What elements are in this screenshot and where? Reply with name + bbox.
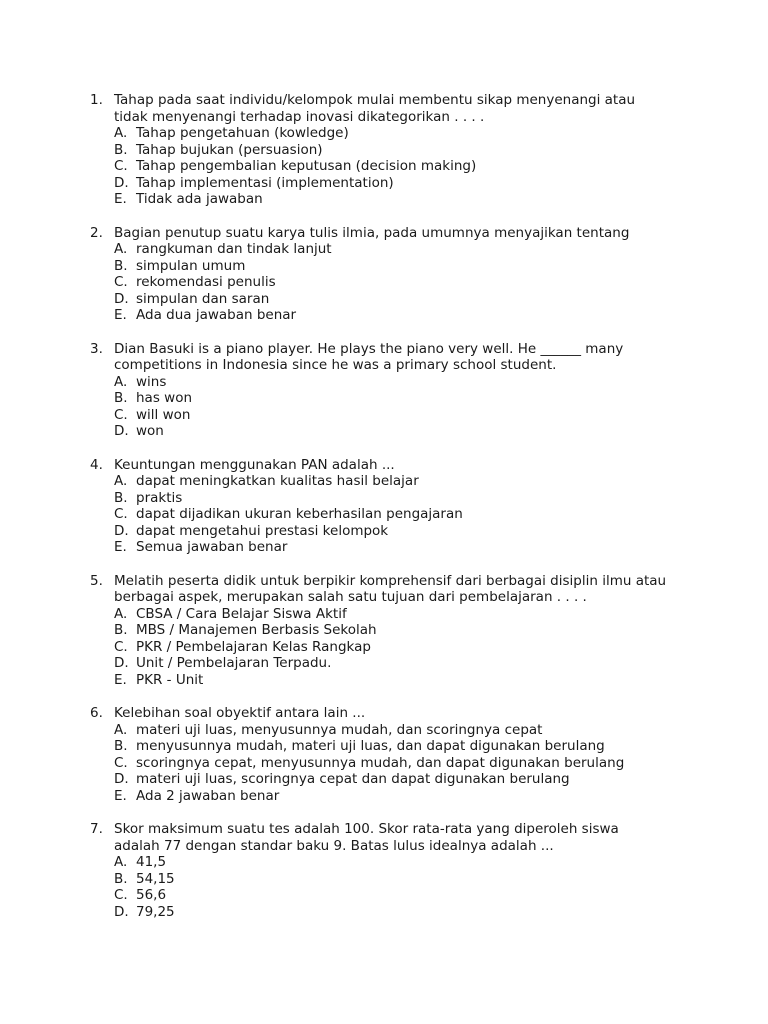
question-text (114, 341, 674, 374)
question-item (0, 92, 768, 208)
option-text: dapat dijadikan ukuran keberhasilan pengajaran (136, 506, 463, 522)
answer-option (0, 125, 768, 142)
question-text (114, 457, 674, 474)
question-item (0, 225, 768, 324)
question-item (0, 573, 768, 689)
question-text-line: Bagian penutup suatu karya tulis ilmia, pada umumnya menyajikan tentang (114, 224, 630, 241)
question-text (114, 573, 674, 606)
option-letter: C. (114, 274, 128, 290)
option-text: simpulan umum (136, 257, 246, 274)
option-text: materi uji luas, scoringnya cepat dan dapat digunakan berulang (136, 771, 570, 787)
answer-options (0, 125, 768, 208)
answer-option (0, 606, 768, 623)
option-text: Tahap pengetahuan (kowledge) (136, 125, 349, 141)
option-text: Ada dua jawaban benar (136, 307, 297, 323)
option-letter: D. (114, 174, 129, 191)
option-text: 41,5 (136, 854, 167, 870)
answer-option (0, 191, 768, 208)
answer-option (0, 274, 768, 291)
question-number: 5. (90, 572, 103, 589)
question-number: 3. (90, 340, 103, 357)
question-text (114, 92, 674, 125)
option-letter: E. (114, 787, 127, 804)
option-text: menyusunnya mudah, materi uji luas, dan dapat digunakan berulang (136, 738, 605, 754)
answer-option (0, 722, 768, 739)
answer-options (0, 241, 768, 324)
option-text: CBSA / Cara Belajar Siswa Aktif (136, 605, 347, 622)
question-text-line: Skor maksimum suatu tes adalah 100. Skor rata-rata yang diperoleh siswa (114, 821, 619, 837)
question-item (0, 341, 768, 440)
option-text: Tahap pengembalian keputusan (decision making) (136, 158, 477, 174)
option-text: simpulan dan saran (136, 290, 270, 307)
option-text: Tahap bujukan (persuasion) (136, 141, 323, 158)
answer-option (0, 506, 768, 523)
option-text: Semua jawaban benar (136, 539, 288, 555)
answer-option (0, 622, 768, 639)
answer-options (0, 606, 768, 689)
answer-options (0, 374, 768, 440)
question-item (0, 457, 768, 556)
answer-option (0, 771, 768, 788)
answer-option (0, 655, 768, 672)
option-letter: D. (114, 903, 129, 920)
option-text: materi uji luas, menyusunnya mudah, dan scoringnya cepat (136, 721, 543, 738)
question-number: 7. (90, 821, 103, 837)
answer-option (0, 291, 768, 308)
option-letter: B. (114, 870, 128, 887)
question-number: 2. (90, 224, 103, 241)
option-letter: E. (114, 191, 127, 207)
option-letter: B. (114, 738, 128, 754)
option-text: rangkuman dan tindak lanjut (136, 241, 332, 257)
option-letter: C. (114, 158, 128, 174)
answer-option (0, 390, 768, 407)
question-text (114, 705, 674, 722)
option-letter: A. (114, 373, 128, 390)
question-text-line: Tahap pada saat individu/kelompok mulai membentu sikap menyenangi atau (114, 92, 636, 108)
answer-options (0, 722, 768, 805)
question-text-line: Kelebihan soal obyektif antara lain ... (114, 705, 366, 721)
option-text: 79,25 (136, 903, 175, 920)
option-letter: E. (114, 671, 127, 688)
answer-option (0, 788, 768, 805)
answer-option (0, 887, 768, 904)
answer-option (0, 473, 768, 490)
option-letter: C. (114, 506, 128, 522)
answer-option (0, 755, 768, 772)
question-sheet (0, 92, 768, 937)
answer-option (0, 738, 768, 755)
option-letter: C. (114, 754, 128, 771)
question-text-line: berbagai aspek, merupakan salah satu tujuan dari pembelajaran . . . . (114, 589, 587, 605)
option-letter: D. (114, 423, 129, 439)
option-letter: A. (114, 605, 128, 622)
option-letter: B. (114, 257, 128, 274)
answer-option (0, 904, 768, 921)
question-number: 6. (90, 705, 103, 721)
question-text-line: Dian Basuki is a piano player. He plays the piano very well. He ______ many (114, 340, 624, 357)
option-letter: B. (114, 489, 128, 506)
option-text: scoringnya cepat, menyusunnya mudah, dan dapat digunakan berulang (136, 754, 625, 771)
answer-option (0, 639, 768, 656)
option-letter: E. (114, 539, 127, 555)
option-letter: C. (114, 638, 128, 655)
answer-options (0, 473, 768, 556)
option-letter: B. (114, 390, 128, 406)
answer-option (0, 142, 768, 159)
option-letter: E. (114, 307, 127, 323)
option-text: Tahap implementasi (implementation) (136, 174, 394, 191)
question-text-line: Melatih peserta didik untuk berpikir komprehensif dari berbagai disiplin ilmu atau (114, 572, 667, 589)
option-text: has won (136, 390, 193, 406)
option-letter: D. (114, 522, 129, 539)
option-letter: D. (114, 655, 129, 671)
answer-option (0, 523, 768, 540)
option-text: rekomendasi penulis (136, 274, 276, 290)
option-letter: C. (114, 887, 128, 903)
option-letter: A. (114, 125, 128, 141)
question-text (114, 225, 674, 242)
option-text: dapat mengetahui prestasi kelompok (136, 522, 389, 539)
answer-option (0, 307, 768, 324)
question-number: 1. (90, 92, 103, 108)
option-text: MBS / Manajemen Berbasis Sekolah (136, 622, 377, 638)
option-text: 56,6 (136, 887, 167, 903)
option-text: PKR - Unit (136, 671, 204, 688)
answer-option (0, 490, 768, 507)
option-letter: B. (114, 622, 128, 638)
option-letter: A. (114, 473, 128, 489)
question-item (0, 821, 768, 920)
option-letter: A. (114, 721, 128, 738)
answer-option (0, 423, 768, 440)
option-text: PKR / Pembelajaran Kelas Rangkap (136, 638, 371, 655)
answer-option (0, 158, 768, 175)
option-text: praktis (136, 489, 183, 506)
option-text: Unit / Pembelajaran Terpadu. (136, 655, 332, 671)
answer-option (0, 241, 768, 258)
answer-options (0, 854, 768, 920)
option-text: wins (136, 373, 167, 390)
option-text: Ada 2 jawaban benar (136, 787, 280, 804)
question-text-line: tidak menyenangi terhadap inovasi dikategorikan . . . . (114, 108, 485, 125)
answer-option (0, 871, 768, 888)
question-item (0, 705, 768, 804)
answer-option (0, 175, 768, 192)
question-number: 4. (90, 456, 103, 473)
option-letter: B. (114, 141, 128, 158)
question-text-line: competitions in Indonesia since he was a primary school student. (114, 357, 557, 373)
answer-option (0, 258, 768, 275)
option-text: won (136, 423, 164, 439)
answer-option (0, 672, 768, 689)
option-text: will won (136, 406, 191, 423)
question-text-line: adalah 77 dengan standar baku 9. Batas lulus idealnya adalah ... (114, 837, 554, 854)
answer-option (0, 407, 768, 424)
answer-option (0, 539, 768, 556)
option-letter: D. (114, 290, 129, 307)
answer-option (0, 374, 768, 391)
option-text: 54,15 (136, 870, 175, 887)
question-text-line: Keuntungan menggunakan PAN adalah ... (114, 456, 395, 473)
option-letter: D. (114, 771, 129, 787)
option-letter: A. (114, 854, 128, 870)
question-text (114, 821, 674, 854)
option-letter: A. (114, 241, 128, 257)
answer-option (0, 854, 768, 871)
option-text: Tidak ada jawaban (136, 191, 263, 207)
option-letter: C. (114, 406, 128, 423)
option-text: dapat meningkatkan kualitas hasil belajar (136, 473, 419, 489)
